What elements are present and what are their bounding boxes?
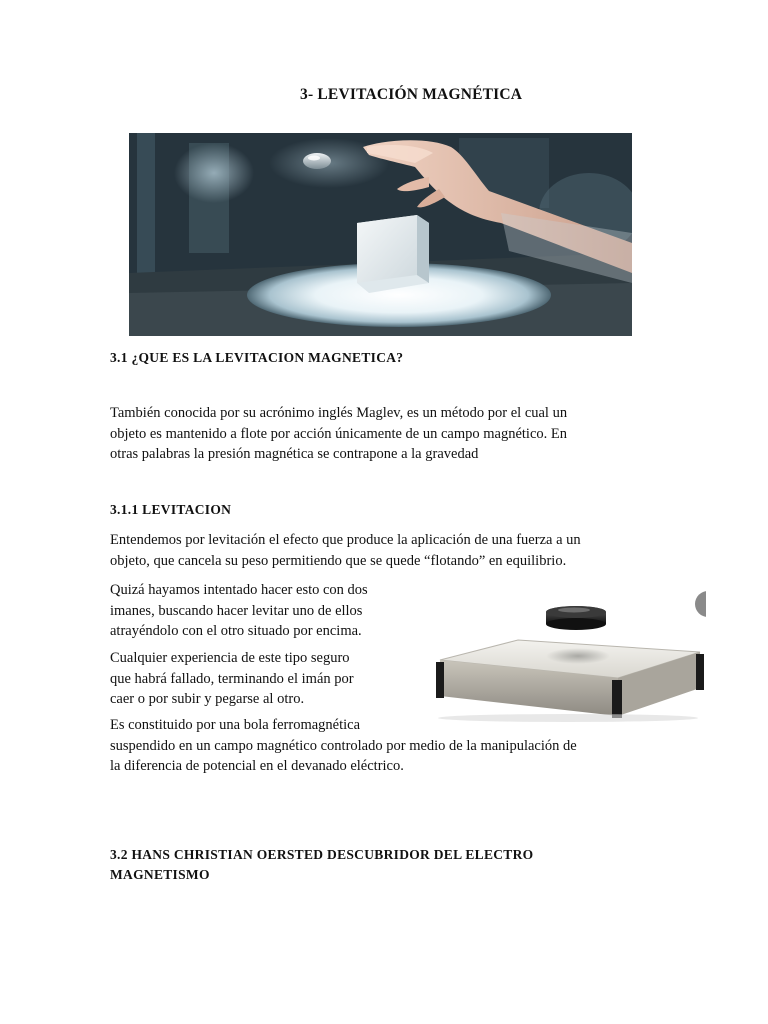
heading-line: MAGNETISMO (110, 867, 210, 882)
paragraph-line: objeto, que cancela su peso permitiendo que se quede “flotando” en equilibrio. (110, 552, 567, 569)
section-heading-3-1: 3.1 ¿QUE ES LA LEVITACION MAGNETICA? (110, 350, 404, 365)
heading-line: 3.2 HANS CHRISTIAN OERSTED DESCUBRIDOR DEL ELECTRO (110, 847, 534, 862)
paragraph-line: que habrá fallado, terminando el imán por (110, 670, 354, 687)
paragraph-line: imanes, buscando hacer levitar uno de ellos (110, 602, 363, 619)
document-title: 3- LEVITACIÓN MAGNÉTICA (300, 86, 523, 103)
section-3-1-1-paragraph-4 (110, 715, 577, 777)
paragraph-line: Cualquier experiencia de este tipo seguro (110, 650, 350, 666)
section-3-1-paragraph (110, 403, 567, 465)
paragraph-line: También conocida por su acrónimo inglés Maglev, es un método por el cual un (110, 405, 568, 421)
paragraph-line: otras palabras la presión magnética se contrapone a la gravedad (110, 446, 479, 462)
paragraph-line: atrayéndolo con el otro situado por encima. (110, 623, 362, 639)
floating-disc-photo (418, 578, 706, 724)
floating-disc-illustration (418, 578, 706, 724)
section-3-1-1-paragraph-1 (110, 530, 581, 571)
paragraph-line: Entendemos por levitación el efecto que produce la aplicación de una fuerza a un (110, 532, 581, 548)
paragraph-line: objeto es mantenido a flote por acción únicamente de un campo magnético. En (110, 425, 567, 442)
paragraph-line: Quizá hayamos intentado hacer esto con dos (110, 582, 368, 598)
paragraph-line: la diferencia de potencial en el devanado eléctrico. (110, 758, 404, 774)
paragraph-line: caer o por subir y pegarse al otro. (110, 691, 305, 707)
levitation-photo (129, 133, 632, 336)
levitation-photo-illustration (129, 133, 632, 336)
section-3-1-1-paragraph-2 (110, 580, 368, 642)
section-heading-3-2 (110, 845, 533, 885)
section-heading-3-1-1: 3.1.1 LEVITACION (110, 502, 232, 517)
section-3-1-1-paragraph-3 (110, 648, 354, 710)
paragraph-line: Es constituido por una bola ferromagnética (110, 717, 361, 733)
paragraph-line: suspendido en un campo magnético controlado por medio de la manipulación de (110, 737, 577, 754)
